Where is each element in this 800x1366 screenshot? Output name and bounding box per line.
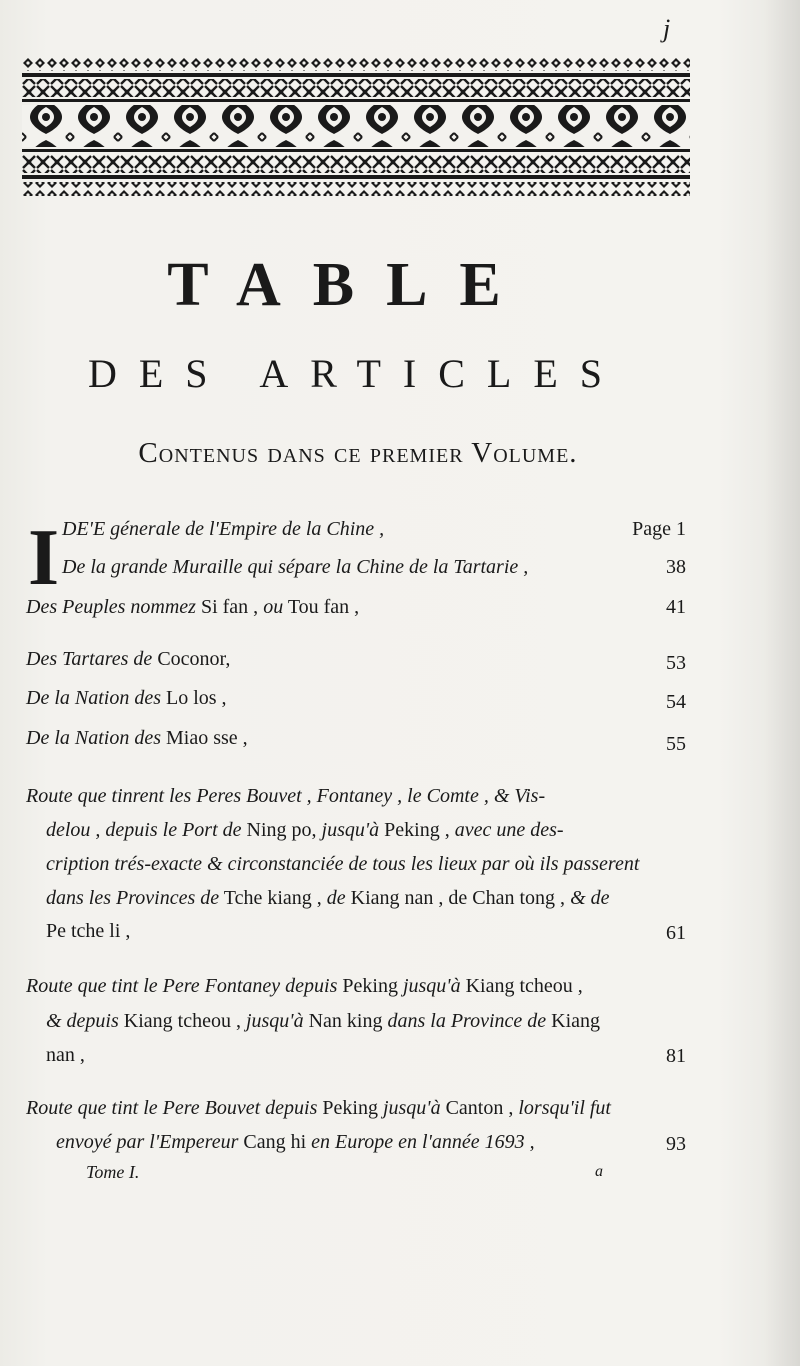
page-subtitle: DES ARTICLES: [87, 351, 625, 396]
ornamental-headpiece: [22, 57, 690, 202]
toc-entry-page[interactable]: 54: [666, 691, 686, 713]
toc-entry-line[interactable]: envoyé par l'Empereur Cang hi en Europe en l'année 1693 ,: [56, 1131, 535, 1153]
toc-entry-page[interactable]: 55: [666, 733, 686, 755]
toc-entry-page[interactable]: 41: [666, 596, 686, 618]
page-folio: j: [663, 14, 671, 43]
toc-entry-line[interactable]: dans les Provinces de Tche kiang , de Kiang nan , de Chan tong , & de: [46, 887, 610, 909]
drop-cap: I: [28, 514, 60, 602]
toc-entry-page[interactable]: 81: [666, 1045, 686, 1067]
page-title: TABLE: [167, 251, 533, 319]
toc-entry-page[interactable]: Page 1: [632, 518, 686, 540]
toc-entry-page[interactable]: 93: [666, 1133, 686, 1155]
footer-tome: Tome I.: [86, 1162, 140, 1182]
toc-entry-line[interactable]: Route que tint le Pere Bouvet depuis Peking jusqu'à Canton , lorsqu'il fut: [26, 1097, 611, 1119]
toc-entry-page[interactable]: 53: [666, 652, 686, 674]
toc-entry-page[interactable]: 61: [666, 922, 686, 944]
footer-signature-mark: a: [595, 1163, 603, 1180]
toc-entry-line[interactable]: Route que tint le Pere Fontaney depuis Peking jusqu'à Kiang tcheou ,: [26, 975, 583, 997]
toc-entry-title[interactable]: Des Tartares de Coconor,: [26, 648, 231, 670]
toc-entry-line[interactable]: nan ,: [46, 1044, 85, 1066]
toc-entry-page[interactable]: 38: [666, 556, 686, 578]
toc-entry-title[interactable]: Des Peuples nommez Si fan , ou Tou fan ,: [26, 596, 360, 618]
toc-entry-line[interactable]: Pe tche li ,: [46, 920, 131, 942]
toc-entry-line[interactable]: Route que tinrent les Peres Bouvet , Fontaney , le Comte , & Vis-: [26, 785, 546, 807]
toc-entry-title[interactable]: De la Nation des Miao sse ,: [26, 727, 248, 749]
toc-entry-title[interactable]: DE'E génerale de l'Empire de la Chine ,: [62, 518, 385, 540]
toc-entry-line[interactable]: & depuis Kiang tcheou , jusqu'à Nan king dans la Province de Kiang: [46, 1010, 601, 1032]
contents-heading: Contenus dans ce premier Volume.: [138, 437, 578, 469]
page-edge-shadow: [764, 0, 800, 1366]
toc-entry-line[interactable]: delou , depuis le Port de Ning po, jusqu'à Peking , avec une des-: [46, 819, 564, 841]
toc-entry-title[interactable]: De la grande Muraille qui sépare la Chine de la Tartarie ,: [62, 556, 529, 578]
toc-entry-title[interactable]: De la Nation des Lo los ,: [26, 687, 227, 709]
toc-entry-line[interactable]: cription trés-exacte & circonstanciée de tous les lieux par où ils passerent: [46, 853, 640, 875]
